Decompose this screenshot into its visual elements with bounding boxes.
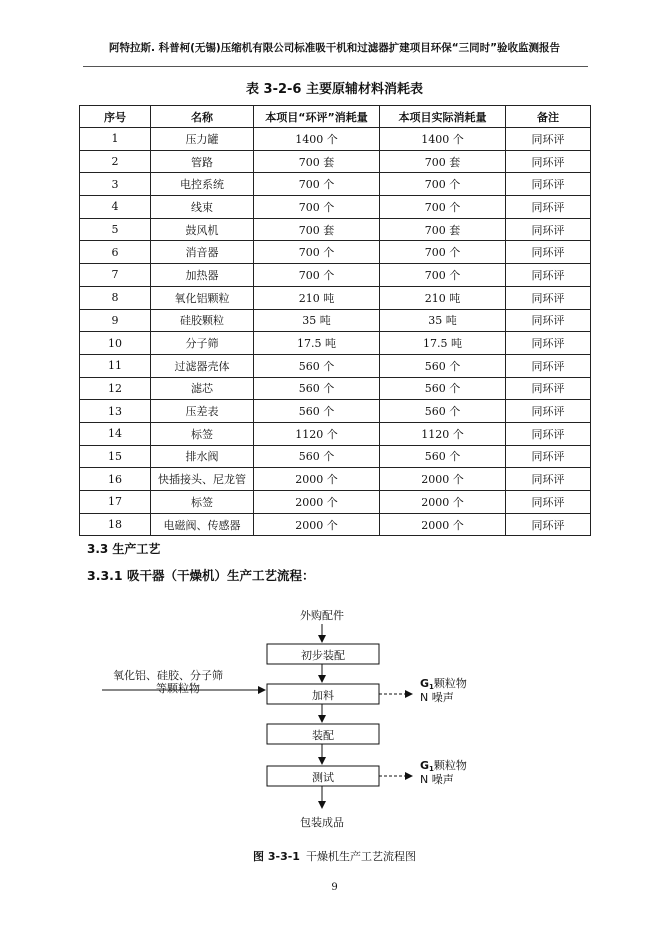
table-row	[80, 128, 591, 151]
cell-planned: 560 个	[254, 377, 380, 400]
cell-remark: 同环评	[506, 377, 591, 400]
page-header: 阿特拉斯. 科普柯(无锡)压缩机有限公司标准吸干机和过滤器扩建项目环保“三同时”验收监测报告	[108, 42, 561, 54]
cell-remark: 同环评	[506, 264, 591, 287]
page-number: 9	[331, 882, 338, 893]
cell-index: 16	[80, 468, 151, 491]
table-title: 表 3-2-6 主要原辅材料消耗表	[246, 82, 423, 97]
table-row	[80, 445, 591, 468]
process-flowchart	[0, 600, 669, 840]
cell-index: 11	[80, 354, 151, 377]
table-body	[80, 128, 591, 536]
cell-index: 4	[80, 196, 151, 219]
cell-planned: 700 套	[254, 218, 380, 241]
cell-planned: 17.5 吨	[254, 332, 380, 355]
cell-actual: 560 个	[380, 445, 506, 468]
cell-planned: 2000 个	[254, 468, 380, 491]
cell-planned: 700 个	[254, 196, 380, 219]
table-row	[80, 468, 591, 491]
cell-remark: 同环评	[506, 286, 591, 309]
table-row	[80, 286, 591, 309]
cell-actual: 560 个	[380, 354, 506, 377]
cell-planned: 560 个	[254, 354, 380, 377]
flow-step-assembly: 装配	[312, 729, 334, 742]
cell-name: 鼓风机	[151, 218, 254, 241]
cell-remark: 同环评	[506, 173, 591, 196]
cell-actual: 700 个	[380, 264, 506, 287]
table-row	[80, 241, 591, 264]
cell-actual: 700 个	[380, 241, 506, 264]
cell-planned: 560 个	[254, 400, 380, 423]
cell-name: 分子筛	[151, 332, 254, 355]
cell-remark: 同环评	[506, 513, 591, 536]
cell-remark: 同环评	[506, 491, 591, 514]
cell-remark: 同环评	[506, 400, 591, 423]
table-row	[80, 309, 591, 332]
flow-emission-noise-2: N 噪声	[420, 773, 454, 786]
cell-remark: 同环评	[506, 422, 591, 445]
figure-label: 图 3-3-1	[253, 850, 300, 863]
table-row	[80, 332, 591, 355]
table-row	[80, 513, 591, 536]
cell-name: 标签	[151, 491, 254, 514]
col-header-remark: 备注	[506, 106, 591, 128]
header-divider	[83, 66, 588, 67]
cell-name: 线束	[151, 196, 254, 219]
col-header-planned: 本项目“环评”消耗量	[254, 106, 380, 128]
cell-remark: 同环评	[506, 196, 591, 219]
cell-planned: 35 吨	[254, 309, 380, 332]
cell-actual: 700 个	[380, 196, 506, 219]
flow-side-input-line1: 氧化铝、硅胶、分子筛	[113, 669, 223, 682]
cell-index: 3	[80, 173, 151, 196]
cell-index: 9	[80, 309, 151, 332]
materials-table	[79, 105, 591, 536]
cell-name: 标签	[151, 422, 254, 445]
cell-name: 加热器	[151, 264, 254, 287]
flow-step-testing: 测试	[312, 771, 334, 784]
cell-index: 13	[80, 400, 151, 423]
cell-planned: 700 套	[254, 150, 380, 173]
flow-step-add-material: 加料	[312, 689, 334, 702]
cell-planned: 1120 个	[254, 422, 380, 445]
cell-remark: 同环评	[506, 309, 591, 332]
cell-remark: 同环评	[506, 128, 591, 151]
cell-remark: 同环评	[506, 354, 591, 377]
cell-actual: 1120 个	[380, 422, 506, 445]
cell-index: 18	[80, 513, 151, 536]
table-row	[80, 491, 591, 514]
table-row	[80, 377, 591, 400]
cell-planned: 560 个	[254, 445, 380, 468]
table-row	[80, 422, 591, 445]
cell-actual: 210 吨	[380, 286, 506, 309]
flow-step-initial-assembly: 初步装配	[301, 649, 345, 662]
cell-planned: 700 个	[254, 241, 380, 264]
cell-name: 硅胶颗粒	[151, 309, 254, 332]
cell-index: 2	[80, 150, 151, 173]
cell-remark: 同环评	[506, 150, 591, 173]
flow-emission-noise-1: N 噪声	[420, 691, 454, 704]
section-heading-3-3: 3.3 生产工艺	[87, 542, 161, 556]
cell-actual: 560 个	[380, 377, 506, 400]
cell-actual: 35 吨	[380, 309, 506, 332]
cell-remark: 同环评	[506, 218, 591, 241]
table-row	[80, 150, 591, 173]
figure-caption	[0, 848, 669, 864]
cell-actual: 700 个	[380, 173, 506, 196]
section-heading-3-3-1: 3.3.1 吸干器（干燥机）生产工艺流程：	[87, 568, 315, 583]
cell-remark: 同环评	[506, 445, 591, 468]
col-header-actual: 本项目实际消耗量	[380, 106, 506, 128]
cell-name: 压差表	[151, 400, 254, 423]
cell-planned: 2000 个	[254, 513, 380, 536]
cell-index: 6	[80, 241, 151, 264]
cell-actual: 700 套	[380, 218, 506, 241]
cell-planned: 700 个	[254, 264, 380, 287]
table-row	[80, 173, 591, 196]
cell-name: 滤芯	[151, 377, 254, 400]
cell-name: 电磁阀、传感器	[151, 513, 254, 536]
cell-name: 电控系统	[151, 173, 254, 196]
cell-index: 12	[80, 377, 151, 400]
cell-index: 15	[80, 445, 151, 468]
cell-name: 管路	[151, 150, 254, 173]
table-row	[80, 264, 591, 287]
table-row	[80, 218, 591, 241]
col-header-name: 名称	[151, 106, 254, 128]
cell-index: 5	[80, 218, 151, 241]
flow-emission-g-1: G1颗粒物	[420, 677, 467, 691]
cell-planned: 210 吨	[254, 286, 380, 309]
cell-planned: 700 个	[254, 173, 380, 196]
cell-actual: 2000 个	[380, 468, 506, 491]
cell-index: 1	[80, 128, 151, 151]
cell-actual: 17.5 吨	[380, 332, 506, 355]
table-row	[80, 400, 591, 423]
table-row	[80, 354, 591, 377]
cell-actual: 700 套	[380, 150, 506, 173]
cell-name: 快插接头、尼龙管	[151, 468, 254, 491]
cell-actual: 2000 个	[380, 513, 506, 536]
cell-actual: 560 个	[380, 400, 506, 423]
cell-name: 消音器	[151, 241, 254, 264]
flow-input-label: 外购配件	[300, 609, 344, 622]
cell-index: 8	[80, 286, 151, 309]
figure-caption-text: 干燥机生产工艺流程图	[305, 850, 416, 863]
cell-name: 压力罐	[151, 128, 254, 151]
cell-index: 7	[80, 264, 151, 287]
table-header-row	[80, 106, 591, 128]
table-row	[80, 196, 591, 219]
cell-name: 过滤器壳体	[151, 354, 254, 377]
cell-index: 14	[80, 422, 151, 445]
cell-index: 17	[80, 491, 151, 514]
cell-planned: 1400 个	[254, 128, 380, 151]
flow-side-input-line2: 等颗粒物	[156, 682, 200, 695]
cell-remark: 同环评	[506, 241, 591, 264]
cell-remark: 同环评	[506, 332, 591, 355]
cell-index: 10	[80, 332, 151, 355]
cell-actual: 1400 个	[380, 128, 506, 151]
flow-output-label: 包装成品	[300, 816, 344, 829]
cell-name: 排水阀	[151, 445, 254, 468]
flow-emission-g-2: G1颗粒物	[420, 759, 467, 773]
cell-planned: 2000 个	[254, 491, 380, 514]
col-header-index: 序号	[80, 106, 151, 128]
cell-actual: 2000 个	[380, 491, 506, 514]
cell-remark: 同环评	[506, 468, 591, 491]
cell-name: 氧化铝颗粒	[151, 286, 254, 309]
